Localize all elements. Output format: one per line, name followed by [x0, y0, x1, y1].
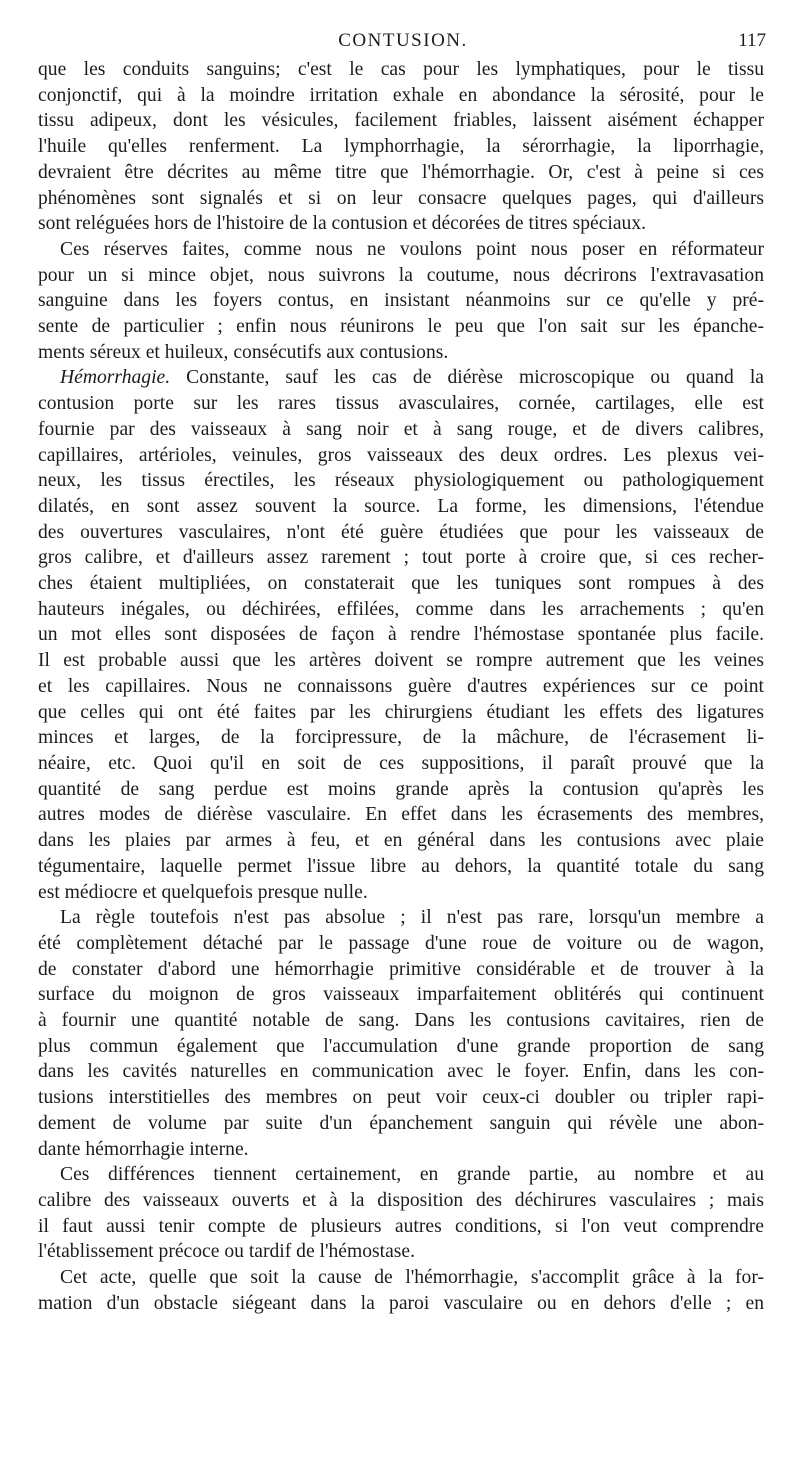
text-line: minces et larges, de la forcipressure, de la mâchure, de l'écrasement li- — [38, 727, 764, 749]
text-line: surface du moignon de gros vaisseaux imparfaitement oblitérés qui continuent — [38, 984, 764, 1006]
text-line: capillaires, artérioles, veinules, gros vaisseaux des deux ordres. Les plexus vei- — [38, 444, 764, 466]
text-line: Il est probable aussi que les artères doivent se rompre autrement que les veines — [38, 650, 764, 672]
text-line: devraient être décrites au même titre que l'hémorrhagie. Or, c'est à peine si ces — [38, 161, 764, 183]
text-line: sanguine dans les foyers contus, en insistant néanmoins sur ce qu'elle y pré- — [38, 290, 764, 312]
text-span: Constante, sauf les cas de diérèse microscopique ou quand la — [170, 367, 764, 389]
text-line: calibre des vaisseaux ouverts et à la disposition des déchirures vasculaires ; mais — [38, 1189, 764, 1211]
paragraph — [38, 365, 764, 905]
text-line: l'établissement précoce ou tardif de l'hémostase. — [38, 1241, 416, 1263]
text-line: dement de volume par suite d'un épanchement sanguin qui révèle une abon- — [38, 1112, 764, 1134]
paragraph — [38, 57, 764, 237]
text-line: à fournir une quantité notable de sang. Dans les contusions cavitaires, rien de — [38, 1010, 764, 1032]
text-line: conjonctif, qui à la moindre irritation exhale en abondance la sérosité, pour le — [38, 84, 764, 106]
text-line: hauteurs inégales, ou déchirées, effilées, comme dans les arrachements ; qu'en — [38, 598, 764, 620]
text-line: dante hémorrhagie interne. — [38, 1138, 249, 1160]
paragraph — [38, 237, 764, 366]
text-line: sont reléguées hors de l'histoire de la contusion et décorées de titres spéciaux. — [38, 213, 647, 235]
running-title: CONTUSION. — [338, 30, 468, 51]
text-line: néaire, etc. Quoi qu'il en soit de ces suppositions, il paraît prouvé que la — [38, 752, 764, 774]
text-line: il faut aussi tenir compte de plusieurs autres conditions, si l'on veut comprendre — [38, 1215, 764, 1237]
text-line: plus commun également que l'accumulation d'une grande proportion de sang — [38, 1035, 764, 1057]
text-line: est médiocre et quelquefois presque nulle. — [38, 881, 368, 903]
text-line: Cet acte, quelle que soit la cause de l'hémorrhagie, s'accomplit grâce à la for- — [60, 1267, 764, 1289]
text-line: mation d'un obstacle siégeant dans la paroi vasculaire ou en dehors d'elle ; en — [38, 1292, 764, 1314]
text-line: autres modes de diérèse vasculaire. En effet dans les écrasements des membres, — [38, 804, 764, 826]
text-line: gros calibre, et d'ailleurs assez rarement ; tout porte à croire que, si ces recher- — [38, 547, 764, 569]
text-line: l'huile qu'elles renferment. La lymphorrhagie, la sérorrhagie, la liporrhagie, — [38, 136, 764, 158]
body-text — [38, 57, 764, 1316]
text-line: tégumentaire, laquelle permet l'issue libre au dehors, la quantité totale du sang — [38, 855, 764, 877]
text-line: Ces différences tiennent certainement, en grande partie, au nombre et au — [60, 1164, 764, 1186]
text-line: un mot elles sont disposées de façon à rendre l'hémostase spontanée plus facile. — [38, 624, 764, 646]
text-line: sente de particulier ; enfin nous réunirons le peu que l'on sait sur les épanche- — [38, 316, 764, 338]
text-line: des ouvertures vasculaires, n'ont été guère étudiées que pour les vaisseaux de — [38, 521, 764, 543]
text-line: et les capillaires. Nous ne connaissons guère d'autres expériences sur ce point — [38, 675, 764, 697]
text-line — [38, 365, 764, 391]
text-line: neux, les tissus érectiles, les réseaux physiologiquement ou pathologiquement — [38, 470, 764, 492]
text-line: tusions interstitielles des membres on peut voir ceux-ci doubler ou tripler rapi- — [38, 1087, 764, 1109]
text-line: dilatés, en sont assez souvent la source. La forme, les dimensions, l'étendue — [38, 495, 764, 517]
text-line: de constater d'abord une hémorrhagie primitive considérable et de trouver à la — [38, 958, 764, 980]
page-header — [38, 30, 768, 56]
text-line: fournie par des vaisseaux à sang noir et à sang rouge, et de divers calibres, — [38, 418, 764, 440]
text-line: ches étaient multipliées, on constaterait que les tuniques sont rompues à des — [38, 573, 764, 595]
paragraph — [38, 905, 764, 1162]
paragraph — [38, 1265, 764, 1316]
section-heading: Hémorrhagie. — [60, 367, 171, 389]
paragraph — [38, 1162, 764, 1265]
text-line: quantité de sang perdue est moins grande après la contusion qu'après les — [38, 778, 764, 800]
text-line: contusion porte sur les rares tissus avasculaires, cornée, cartilages, elle est — [38, 393, 764, 415]
text-line: ments séreux et huileux, consécutifs aux contusions. — [38, 341, 449, 363]
text-line: dans les plaies par armes à feu, et en général dans les contusions avec plaie — [38, 830, 764, 852]
text-line: que celles qui ont été faites par les chirurgiens étudiant les effets des ligatures — [38, 701, 764, 723]
text-line: dans les cavités naturelles en communication avec le foyer. Enfin, dans les con- — [38, 1061, 764, 1083]
text-line: été complètement détaché par le passage d'une roue de voiture ou de wagon, — [38, 932, 764, 954]
text-line: pour un si mince objet, nous suivrons la coutume, nous décrirons l'extravasation — [38, 264, 764, 286]
text-line: phénomènes sont signalés et si on leur consacre quelques pages, qui d'ailleurs — [38, 187, 764, 209]
text-line: que les conduits sanguins; c'est le cas pour les lymphatiques, pour le tissu — [38, 59, 764, 80]
text-line: tissu adipeux, dont les vésicules, facilement friables, laissent aisément échapper — [38, 110, 764, 132]
text-line: La règle toutefois n'est pas absolue ; il n'est pas rare, lorsqu'un membre a — [60, 907, 764, 929]
page-number: 117 — [738, 30, 766, 51]
text-line: Ces réserves faites, comme nous ne voulons point nous poser en réformateur — [60, 238, 764, 260]
